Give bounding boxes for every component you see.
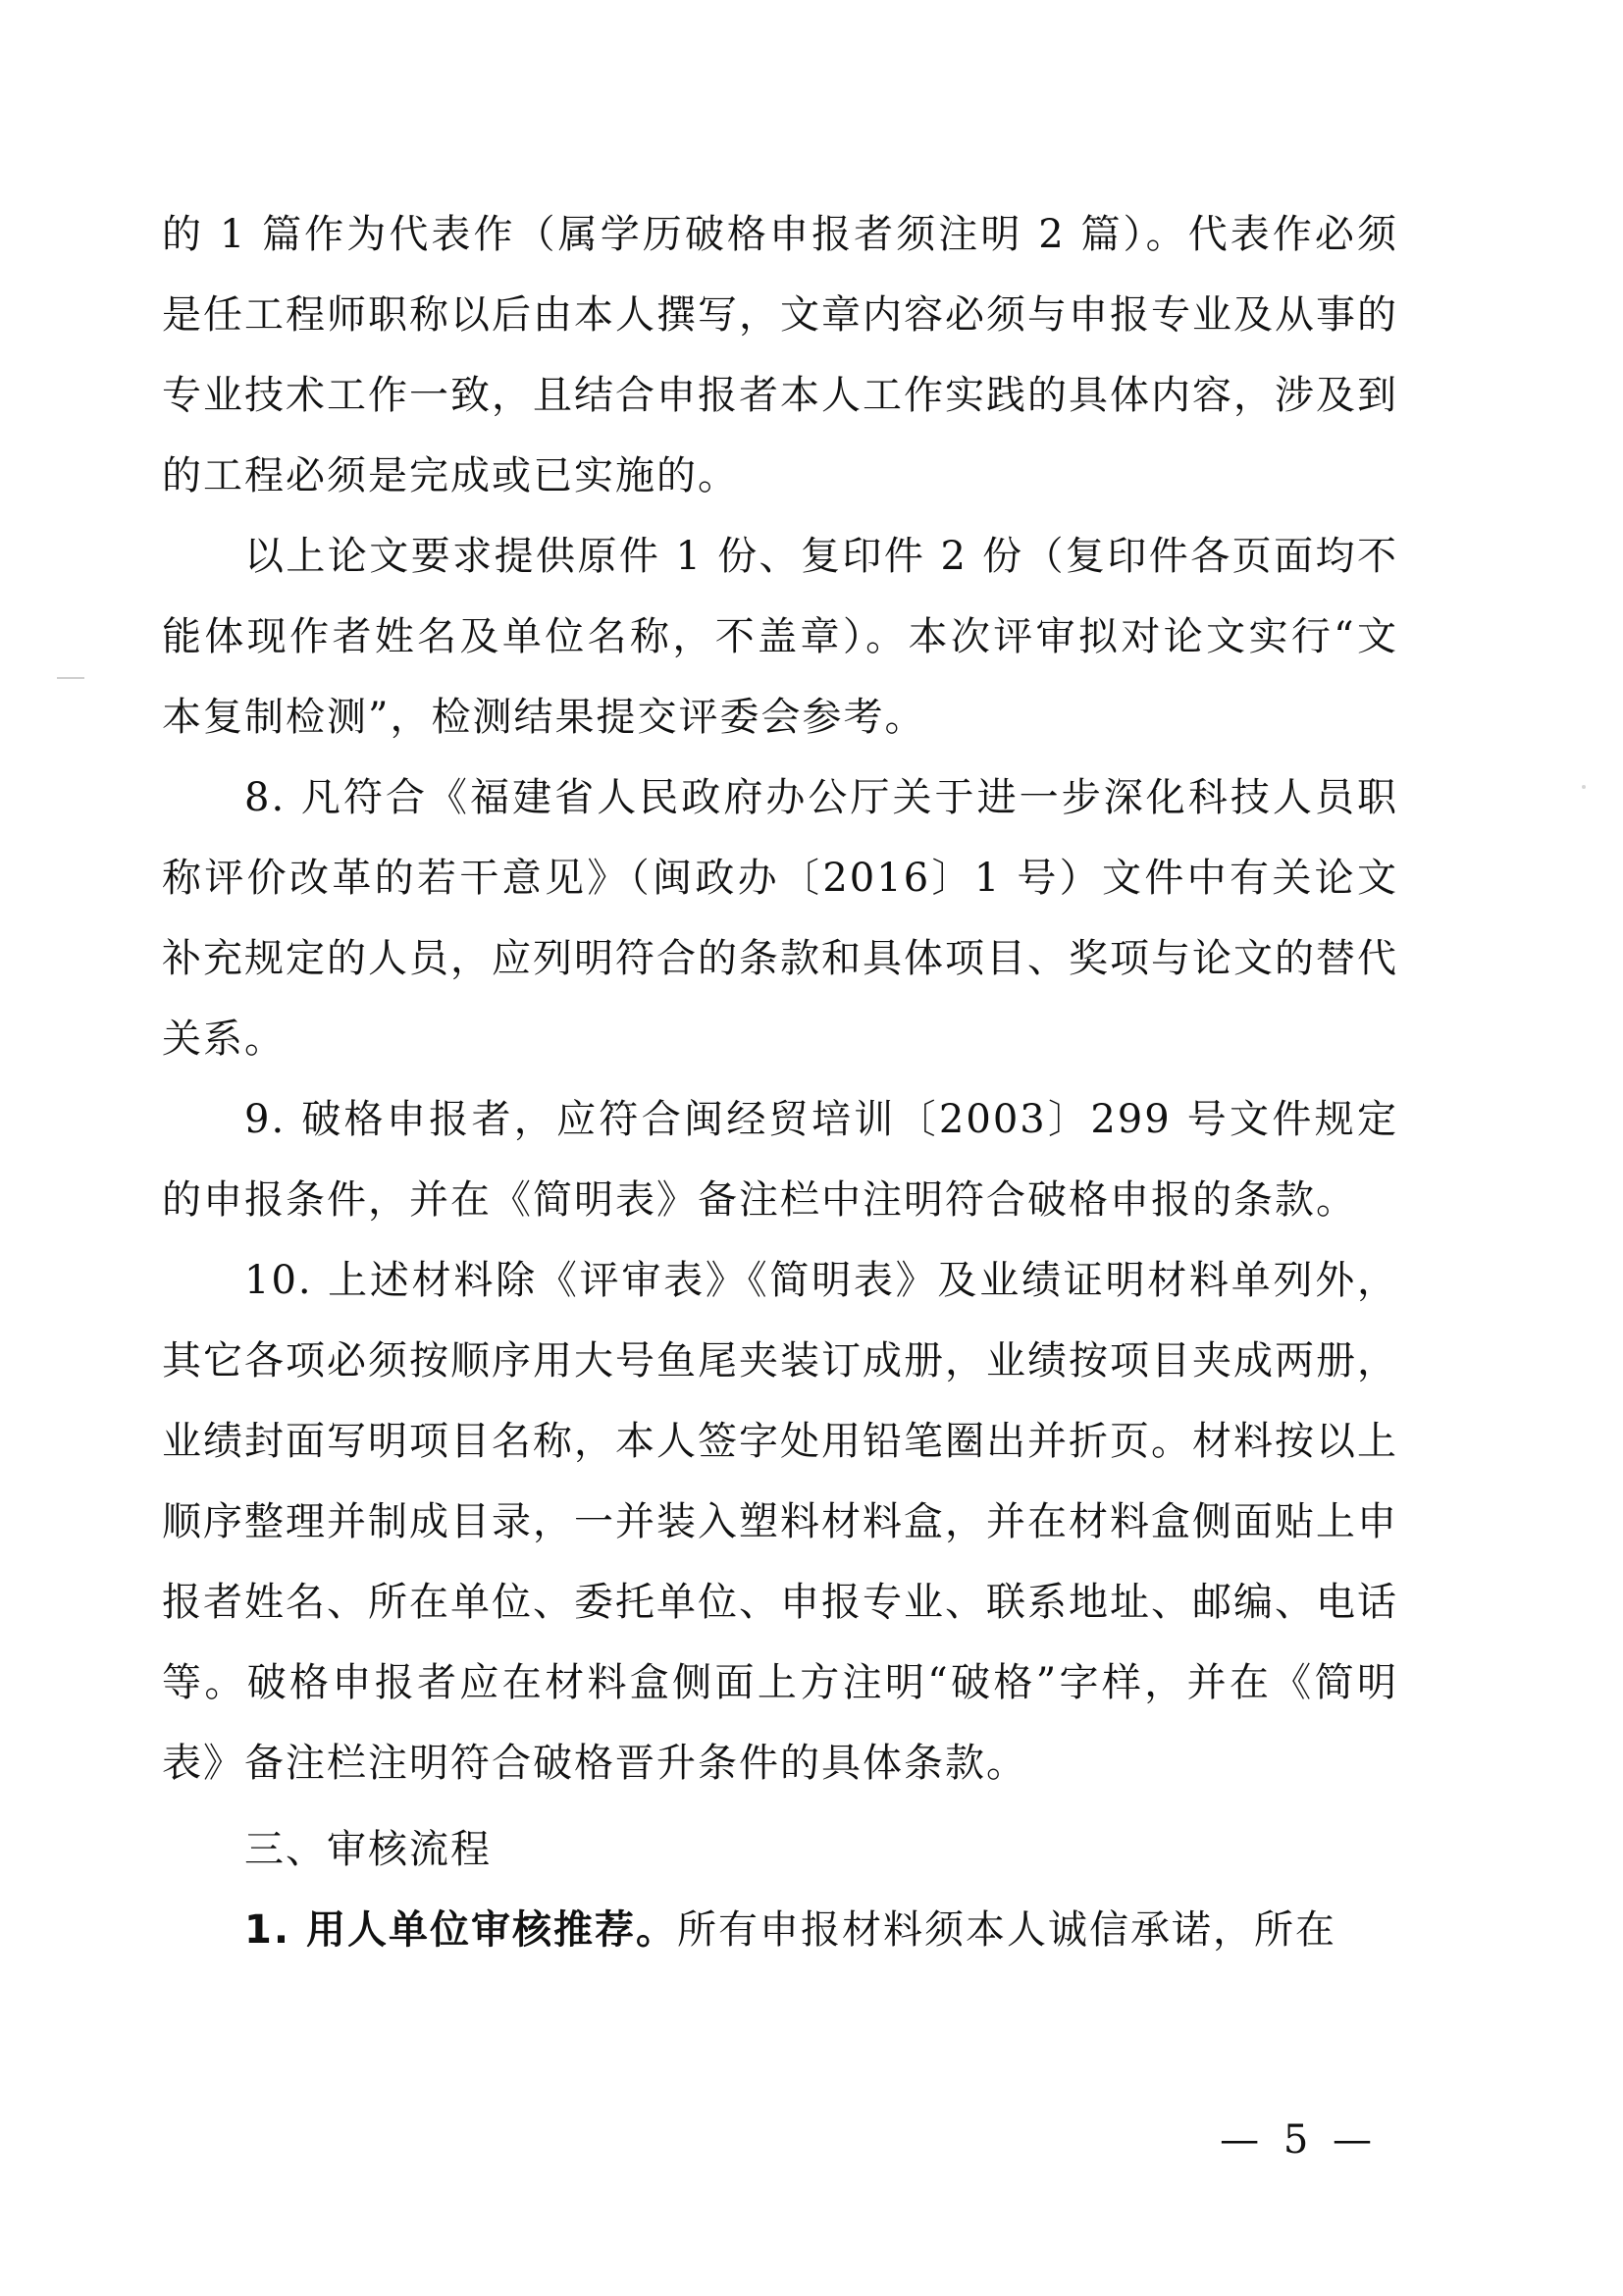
review-step-1-title: 1. 用人单位审核推荐。 <box>244 1907 677 1953</box>
paragraph-paper-copies: 以上论文要求提供原件 1 份、复印件 2 份（复印件各页面均不能体现作者姓名及单位名称，不盖章）。本次评审拟对论文实行“文本复制检测”，检测结果提交评委会参考。 <box>162 534 1398 740</box>
paragraph-item-8: 8. 凡符合《福建省人民政府办公厅关于进一步深化科技人员职称评价改革的若干意见》（闽政办〔2016〕1 号）文件中有关论文补充规定的人员，应列明符合的条款和具体项目、奖项与论文的替代关系。 <box>162 775 1398 1062</box>
paragraph-representative-work: 的 1 篇作为代表作（属学历破格申报者须注明 2 篇）。代表作必须是任工程师职称以后由本人撰写，文章内容必须与申报专业及从事的专业技术工作一致，且结合申报者本人工作实践的具体内容，涉及到的工程必须是完成或已实施的。 <box>162 212 1398 498</box>
scan-artifact-line <box>57 677 84 679</box>
review-step-1-text: 所有申报材料须本人诚信承诺，所在 <box>676 1907 1336 1953</box>
section-heading-review-process: 三、审核流程 <box>244 1827 492 1872</box>
paragraph-item-10: 10. 上述材料除《评审表》《简明表》及业绩证明材料单列外，其它各项必须按顺序用大号鱼尾夹装订成册，业绩按项目夹成两册，业绩封面写明项目名称，本人签字处用铅笔圈出并折页。材料按以上顺序整理并制成目录，一并装入塑料材料盒，并在材料盒侧面贴上申报者姓名、所在单位、委托单位、申报专业、联系地址、邮编、电话等。破格申报者应在材料盒侧面上方注明“破格”字样，并在《简明表》备注栏注明符合破格晋升条件的具体条款。 <box>162 1258 1398 1786</box>
paragraph-item-9: 9. 破格申报者，应符合闽经贸培训〔2003〕299 号文件规定的申报条件，并在《简明表》备注栏中注明符合破格申报的条款。 <box>162 1097 1398 1223</box>
scan-artifact-dot <box>1582 785 1586 789</box>
page-body <box>162 194 1398 1970</box>
page-number: — 5 — <box>1220 2117 1378 2163</box>
paragraph-review-step-1 <box>162 1890 1398 1970</box>
